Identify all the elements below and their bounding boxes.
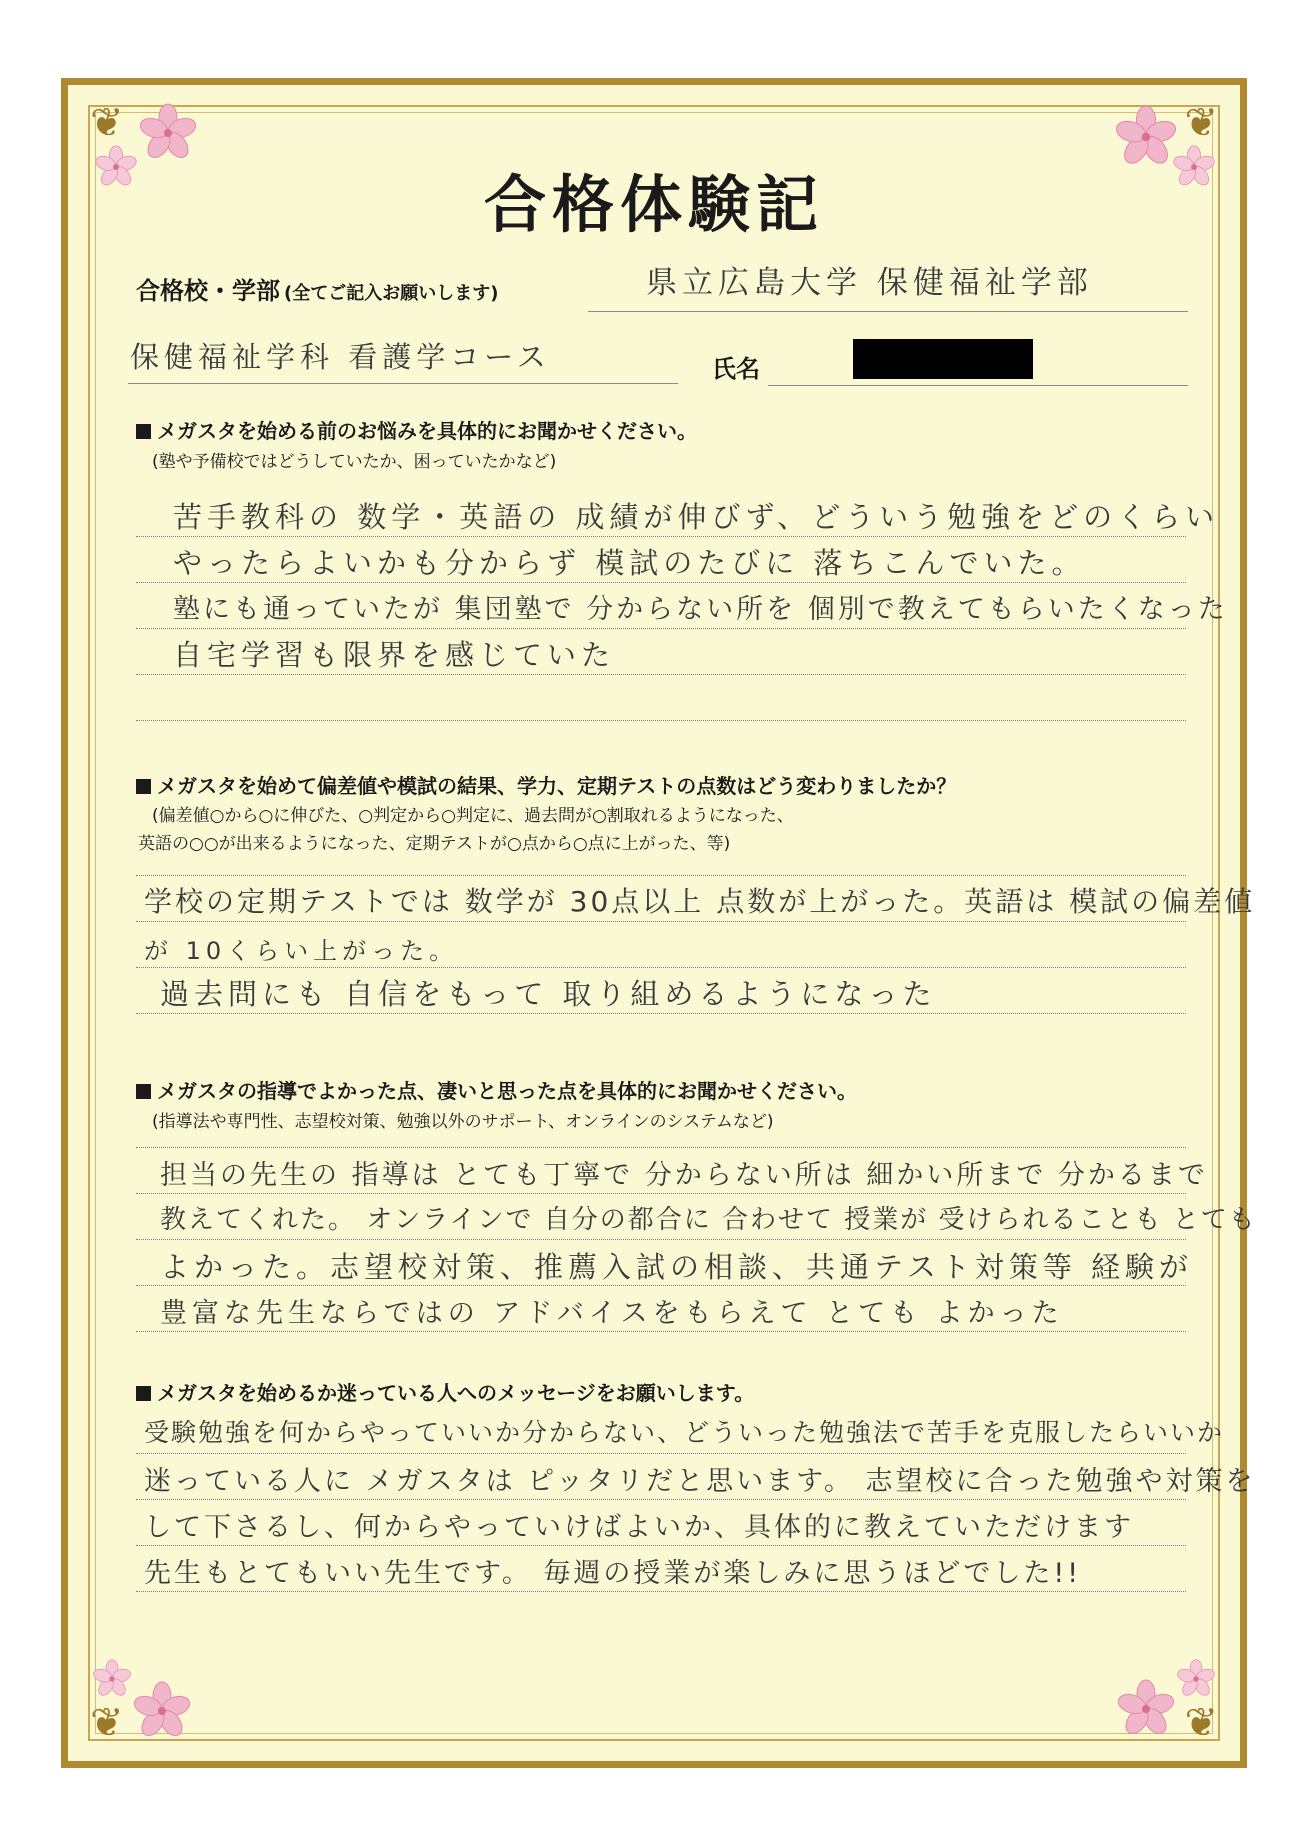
- form-sheet: [61, 78, 1257, 1768]
- q4-answer-line[interactable]: 先生もとてもいい先生です。 毎週の授業が楽しみに思うほどでした!!: [144, 1558, 1082, 1589]
- ruled-line: [136, 1013, 1186, 1014]
- name-line: [768, 385, 1188, 386]
- school-value[interactable]: 県立広島大学 保健福祉学部: [646, 265, 1093, 301]
- corner-ornament-icon: ❦: [90, 1700, 124, 1746]
- ruled-line: [136, 536, 1186, 537]
- ruled-line: [136, 1453, 1186, 1454]
- corner-ornament-icon: ❦: [1184, 1700, 1218, 1746]
- school-note: (全てご記入お願いします): [284, 283, 499, 304]
- q1-answer-line[interactable]: 塾にも通っていたが 集団塾で 分からない所を 個別で教えてもらいたくなった: [173, 594, 1228, 625]
- corner-ornament-icon: ❦: [1184, 100, 1218, 146]
- q4-answer-line[interactable]: 受験勉強を何からやっていいか分からない、どういった勉強法で苦手を克服したらいいか: [144, 1418, 1225, 1447]
- q1-answer-line[interactable]: 苦手教科の 数学・英語の 成績が伸びず、どういう勉強をどのくらい: [173, 500, 1220, 534]
- ruled-line: [136, 1239, 1186, 1240]
- name-redaction: [853, 339, 1033, 379]
- ruled-line: [136, 720, 1186, 721]
- ruled-line: [136, 1193, 1186, 1194]
- ruled-line: [136, 628, 1186, 629]
- q3-answer-line[interactable]: 担当の先生の 指導は とても丁寧で 分からない所は 細かい所まで 分かるまで: [160, 1160, 1208, 1191]
- ruled-line: [136, 1499, 1186, 1500]
- q4-answer-line[interactable]: 迷っている人に メガスタは ピッタリだと思います。 志望校に合った勉強や対策を: [144, 1466, 1256, 1497]
- q3-answer-line[interactable]: 教えてくれた。 オンラインで 自分の都合に 合わせて 授業が 受けられることも とても: [160, 1205, 1257, 1235]
- ruled-line: [136, 1591, 1186, 1592]
- name-label: 氏名: [712, 355, 760, 383]
- ruled-line: [136, 1285, 1186, 1286]
- q2-answer-line[interactable]: が 10くらい上がった。: [144, 937, 459, 965]
- corner-ornament-icon: ❦: [90, 100, 124, 146]
- q1-note: (塾や予備校ではどうしていたか、困っていたかなど): [152, 452, 557, 472]
- q2-note-1: (偏差値○から○に伸びた、○判定から○判定に、過去問が○割取れるようになった、: [152, 806, 794, 826]
- ruled-line: [136, 1331, 1186, 1332]
- ruled-line: [136, 674, 1186, 675]
- ruled-line: [136, 875, 1186, 876]
- school-line: [588, 311, 1188, 312]
- cherry-blossom-icon: [138, 103, 198, 163]
- school-label: [136, 271, 498, 306]
- q2-answer-line[interactable]: 過去問にも 自信をもって 取り組めるようになった: [160, 977, 937, 1011]
- page-title: 合格体験記: [483, 168, 824, 241]
- q3-note: (指導法や専門性、志望校対策、勉強以外のサポート、オンラインのシステムなど): [152, 1112, 774, 1132]
- q1-answer-line[interactable]: 自宅学習も限界を感じていた: [173, 638, 616, 672]
- q2-answer-line[interactable]: 学校の定期テストでは 数学が 30点以上 点数が上がった。英語は 模試の偏差値: [144, 885, 1256, 918]
- ruled-line: [136, 1545, 1186, 1546]
- q2-heading: [136, 770, 956, 799]
- cherry-blossom-icon: [1116, 1679, 1176, 1739]
- q3-heading-text: メガスタの指導でよかった点、凄いと思った点を具体的にお聞かせください。: [157, 1079, 857, 1103]
- q1-heading-text: メガスタを始める前のお悩みを具体的にお聞かせください。: [157, 419, 697, 443]
- q3-answer-line[interactable]: よかった。志望校対策、推薦入試の相談、共通テスト対策等 経験が: [160, 1250, 1194, 1284]
- department-line: [128, 383, 678, 384]
- q4-heading: [136, 1377, 754, 1406]
- q4-answer-line[interactable]: して下さるし、何からやっていけばよいか、具体的に教えていただけます: [144, 1512, 1134, 1543]
- ruled-line: [136, 967, 1186, 968]
- q4-heading-text: メガスタを始めるか迷っている人へのメッセージをお願いします。: [157, 1381, 755, 1405]
- q2-heading-text: メガスタを始めて偏差値や模試の結果、学力、定期テストの点数はどう変わりましたか？: [157, 774, 957, 798]
- q1-answer-line[interactable]: やったらよいかも分からず 模試のたびに 落ちこんでいた。: [173, 546, 1086, 580]
- school-label-text: 合格校・学部: [136, 277, 280, 305]
- cherry-blossom-icon: [92, 1659, 132, 1699]
- department-value[interactable]: 保健福祉学科 看護学コース: [130, 340, 551, 374]
- q3-answer-line[interactable]: 豊富な先生ならではの アドバイスをもらえて とても よかった: [160, 1298, 1064, 1329]
- ruled-line: [136, 1147, 1186, 1148]
- cherry-blossom-icon: [1176, 1659, 1216, 1699]
- q2-note-2: 英語の○○が出来るようになった、定期テストが○点から○点に上がった、等): [138, 834, 731, 854]
- q1-heading: [136, 415, 697, 444]
- ruled-line: [136, 921, 1186, 922]
- cherry-blossom-icon: [132, 1681, 192, 1741]
- q3-heading: [136, 1075, 857, 1104]
- ruled-line: [136, 582, 1186, 583]
